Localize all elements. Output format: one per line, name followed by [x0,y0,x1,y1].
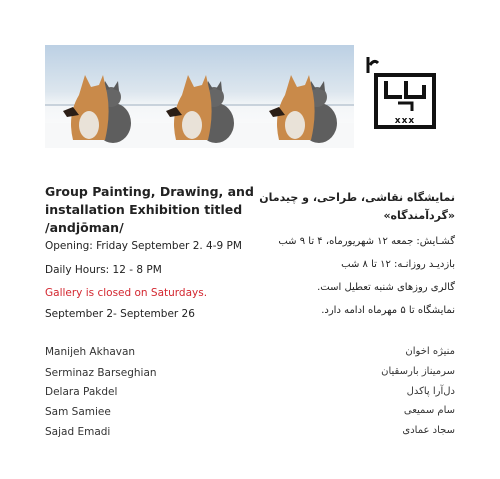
opening-en: Opening: Friday September 2. 4-9 PM [45,240,242,252]
daily-hours-en: Daily Hours: 12 - 8 PM [45,264,162,276]
artist-name-en: Sajad Emadi [45,426,111,438]
artist-name-fa: سام سمیعی [403,405,455,416]
dates-fa: نمایشگاه تا ۵ مهرماه ادامه دارد. [321,305,455,316]
artist-name-en: Delara Pakdel [45,386,118,398]
artist-name-fa: سجاد عمادی [402,425,455,436]
exhibition-title-en: Group Painting, Drawing, and installation Exhibition titled /andjōman/ [45,184,254,235]
dog-cat-photo [251,45,354,148]
dog-cat-photo [45,45,148,148]
artist-name-fa: سرمیناز بارسقیان [381,366,455,377]
artist-name-en: Serminaz Barseghian [45,367,157,379]
artist-name-fa: دل‌آرا پاکدل [406,386,455,397]
exhibition-title-fa-line1: نمایشگاه نقاشی، طراحی، و چیدمان [259,191,455,204]
gallery-logo [354,45,457,148]
artist-name-fa: منیژه اخوان [405,346,455,357]
exhibition-title-fa-line2: «گردآمندگاه» [383,209,455,222]
opening-fa: گشـایش: جمعه ۱۲ شهریورماه، ۴ تا ۹ شب [278,236,455,247]
exhibition-title-fa [259,189,455,225]
dates-en: September 2- September 26 [45,308,195,320]
banner [45,45,457,148]
closed-notice-fa: گالری روزهای شنبه تعطیل است. [317,282,455,293]
logo-subtext: xxx [394,116,416,126]
dog-cat-photo [148,45,251,148]
daily-hours-fa: بازدیـد روزانـه: ۱۲ تا ۸ شب [341,259,455,270]
artist-name-en: Sam Samiee [45,406,111,418]
artist-name-en: Manijeh Akhavan [45,346,136,358]
closed-notice-en: Gallery is closed on Saturdays. [45,287,208,299]
